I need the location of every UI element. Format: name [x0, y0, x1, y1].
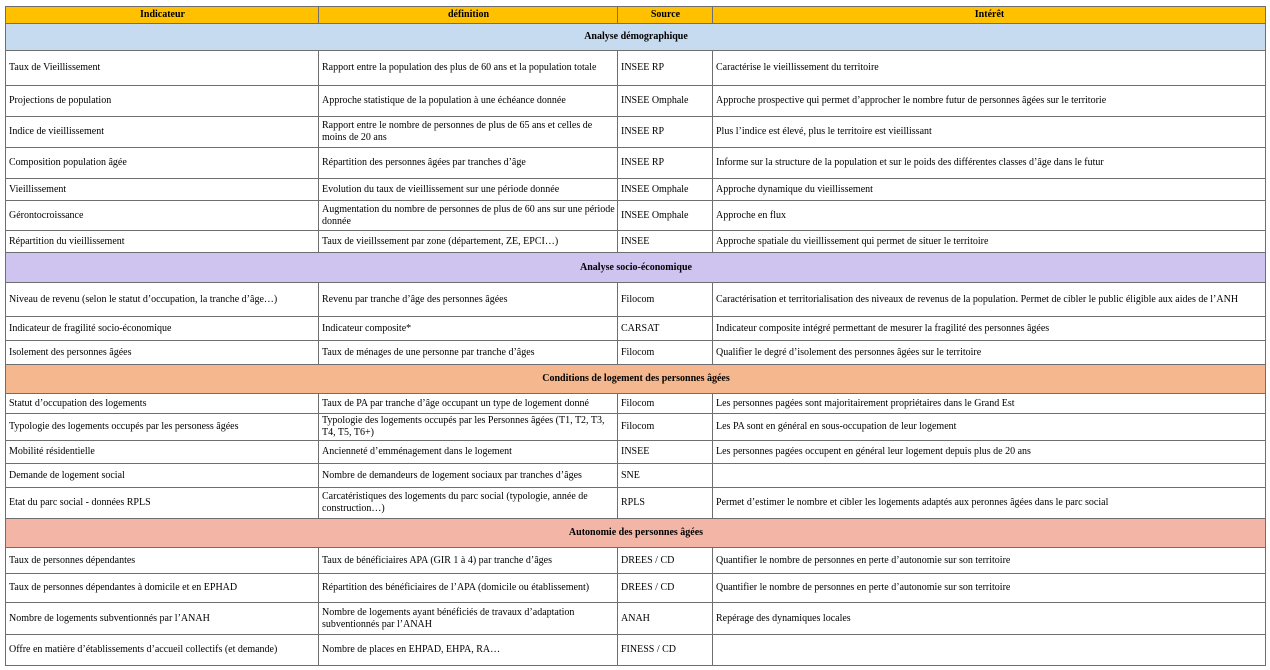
section-title: Analyse socio-économique — [6, 253, 1266, 283]
source-cell: FINESS / CD — [618, 635, 713, 666]
indicator-cell: Demande de logement social — [6, 464, 319, 488]
source-cell: INSEE RP — [618, 51, 713, 86]
source-cell: Filocom — [618, 414, 713, 441]
section-title: Analyse démographique — [6, 24, 1266, 51]
table-row — [6, 441, 1266, 464]
source-cell: INSEE Omphale — [618, 201, 713, 231]
indicator-cell: Indicateur de fragilité socio-économique — [6, 317, 319, 341]
indicator-cell: Niveau de revenu (selon le statut d’occupation, la tranche d’âge…) — [6, 283, 319, 317]
definition-cell: Typologie des logements occupés par les Personnes âgées (T1, T2, T3, T4, T5, T6+) — [319, 414, 618, 441]
definition-cell: Evolution du taux de vieillissement sur une période donnée — [319, 179, 618, 201]
table-header-row — [6, 7, 1266, 24]
indicator-cell: Composition population âgée — [6, 148, 319, 179]
definition-cell: Nombre de logements ayant bénéficiés de travaux d’adaptation subventionnés par l’ANAH — [319, 603, 618, 635]
source-cell: RPLS — [618, 488, 713, 519]
definition-cell: Indicateur composite* — [319, 317, 618, 341]
section-header-demographique — [6, 24, 1266, 51]
source-cell: INSEE RP — [618, 117, 713, 148]
table-row — [6, 394, 1266, 414]
table-row — [6, 574, 1266, 603]
source-cell: CARSAT — [618, 317, 713, 341]
indicator-cell: Mobilité résidentielle — [6, 441, 319, 464]
header-interet: Intérêt — [713, 7, 1266, 24]
definition-cell: Rapport entre la population des plus de 60 ans et la population totale — [319, 51, 618, 86]
indicator-cell: Projections de population — [6, 86, 319, 117]
section-title: Conditions de logement des personnes âgées — [6, 365, 1266, 394]
indicator-cell: Typologie des logements occupés par les personess âgées — [6, 414, 319, 441]
section-header-logement — [6, 365, 1266, 394]
indicator-cell: Gérontocroissance — [6, 201, 319, 231]
indicator-cell: Taux de personnes dépendantes à domicile et en EPHAD — [6, 574, 319, 603]
source-cell: ANAH — [618, 603, 713, 635]
source-cell: Filocom — [618, 283, 713, 317]
indicator-cell: Vieillissement — [6, 179, 319, 201]
definition-cell: Augmentation du nombre de personnes de plus de 60 ans sur une période donnée — [319, 201, 618, 231]
interest-cell: Caractérise le vieillissement du territoire — [713, 51, 1266, 86]
table-row — [6, 86, 1266, 117]
interest-cell: Indicateur composite intégré permettant de mesurer la fragilité des personnes âgées — [713, 317, 1266, 341]
definition-cell: Nombre de places en EHPAD, EHPA, RA… — [319, 635, 618, 666]
table-row — [6, 317, 1266, 341]
definition-cell: Carcatéristiques des logements du parc social (typologie, année de construction…) — [319, 488, 618, 519]
interest-cell: Repérage des dynamiques locales — [713, 603, 1266, 635]
interest-cell: Les PA sont en général en sous-occupation de leur logement — [713, 414, 1266, 441]
table-row — [6, 231, 1266, 253]
definition-cell: Nombre de demandeurs de logement sociaux par tranches d’âges — [319, 464, 618, 488]
source-cell: DREES / CD — [618, 574, 713, 603]
table-row — [6, 414, 1266, 441]
table-row — [6, 148, 1266, 179]
indicator-cell: Statut d’occupation des logements — [6, 394, 319, 414]
definition-cell: Taux de PA par tranche d’âge occupant un type de logement donné — [319, 394, 618, 414]
header-definition: définition — [319, 7, 618, 24]
definition-cell: Revenu par tranche d’âge des personnes âgées — [319, 283, 618, 317]
table-row — [6, 51, 1266, 86]
definition-cell: Rapport entre le nombre de personnes de plus de 65 ans et celles de moins de 20 ans — [319, 117, 618, 148]
interest-cell: Les personnes pagées occupent en général leur logement depuis plus de 20 ans — [713, 441, 1266, 464]
indicator-cell: Indice de vieillissement — [6, 117, 319, 148]
definition-cell: Taux de vieillssement par zone (département, ZE, EPCI…) — [319, 231, 618, 253]
indicator-cell: Offre en matière d’établissements d’accueil collectifs (et demande) — [6, 635, 319, 666]
table-row — [6, 179, 1266, 201]
indicator-cell: Isolement des personnes âgées — [6, 341, 319, 365]
indicator-cell: Taux de personnes dépendantes — [6, 548, 319, 574]
source-cell: INSEE — [618, 231, 713, 253]
interest-cell: Les personnes pagées sont majoritairement propriétaires dans le Grand Est — [713, 394, 1266, 414]
interest-cell — [713, 464, 1266, 488]
section-header-autonomie — [6, 519, 1266, 548]
interest-cell: Quantifier le nombre de personnes en perte d’autonomie sur son territoire — [713, 548, 1266, 574]
definition-cell: Répartition des personnes âgées par tranches d’âge — [319, 148, 618, 179]
section-header-socio-economique — [6, 253, 1266, 283]
definition-cell: Répartition des bénéficiaires de l’APA (domicile ou établissement) — [319, 574, 618, 603]
indicator-cell: Taux de Vieillissement — [6, 51, 319, 86]
definition-cell: Approche statistique de la population à une échéance donnée — [319, 86, 618, 117]
interest-cell — [713, 635, 1266, 666]
table-row — [6, 464, 1266, 488]
source-cell: SNE — [618, 464, 713, 488]
interest-cell: Quantifier le nombre de personnes en perte d’autonomie sur son territoire — [713, 574, 1266, 603]
indicator-cell: Nombre de logements subventionnés par l’ANAH — [6, 603, 319, 635]
interest-cell: Plus l’indice est élevé, plus le territoire est vieillissant — [713, 117, 1266, 148]
interest-cell: Approche prospective qui permet d’approcher le nombre futur de personnes âgées sur le territorie — [713, 86, 1266, 117]
table-row — [6, 488, 1266, 519]
interest-cell: Permet d’estimer le nombre et cibler les logements adaptés aux peronnes âgées dans le parc social — [713, 488, 1266, 519]
interest-cell: Approche dynamique du vieillissement — [713, 179, 1266, 201]
indicator-table — [5, 6, 1266, 666]
header-indicateur: Indicateur — [6, 7, 319, 24]
source-cell: Filocom — [618, 394, 713, 414]
interest-cell: Qualifier le degré d’isolement des personnes âgées sur le territoire — [713, 341, 1266, 365]
table-row — [6, 341, 1266, 365]
source-cell: INSEE Omphale — [618, 179, 713, 201]
section-title: Autonomie des personnes âgées — [6, 519, 1266, 548]
interest-cell: Caractérisation et territorialisation des niveaux de revenus de la population. Permet de cibler le public éligible aux aides de l’ANH — [713, 283, 1266, 317]
definition-cell: Ancienneté d’emménagement dans le logement — [319, 441, 618, 464]
definition-cell: Taux de ménages de une personne par tranche d’âges — [319, 341, 618, 365]
table-row — [6, 548, 1266, 574]
table-row — [6, 283, 1266, 317]
interest-cell: Approche spatiale du vieillissement qui permet de situer le territoire — [713, 231, 1266, 253]
header-source: Source — [618, 7, 713, 24]
table-row — [6, 603, 1266, 635]
table-row — [6, 117, 1266, 148]
interest-cell: Informe sur la structure de la population et sur le poids des différentes classes d’âge dans le futur — [713, 148, 1266, 179]
definition-cell: Taux de bénéficiaires APA (GIR 1 à 4) par tranche d’âges — [319, 548, 618, 574]
interest-cell: Approche en flux — [713, 201, 1266, 231]
table-row — [6, 201, 1266, 231]
source-cell: INSEE Omphale — [618, 86, 713, 117]
indicator-cell: Etat du parc social - données RPLS — [6, 488, 319, 519]
indicator-cell: Répartition du vieillissement — [6, 231, 319, 253]
source-cell: DREES / CD — [618, 548, 713, 574]
table-row — [6, 635, 1266, 666]
source-cell: INSEE RP — [618, 148, 713, 179]
source-cell: Filocom — [618, 341, 713, 365]
source-cell: INSEE — [618, 441, 713, 464]
